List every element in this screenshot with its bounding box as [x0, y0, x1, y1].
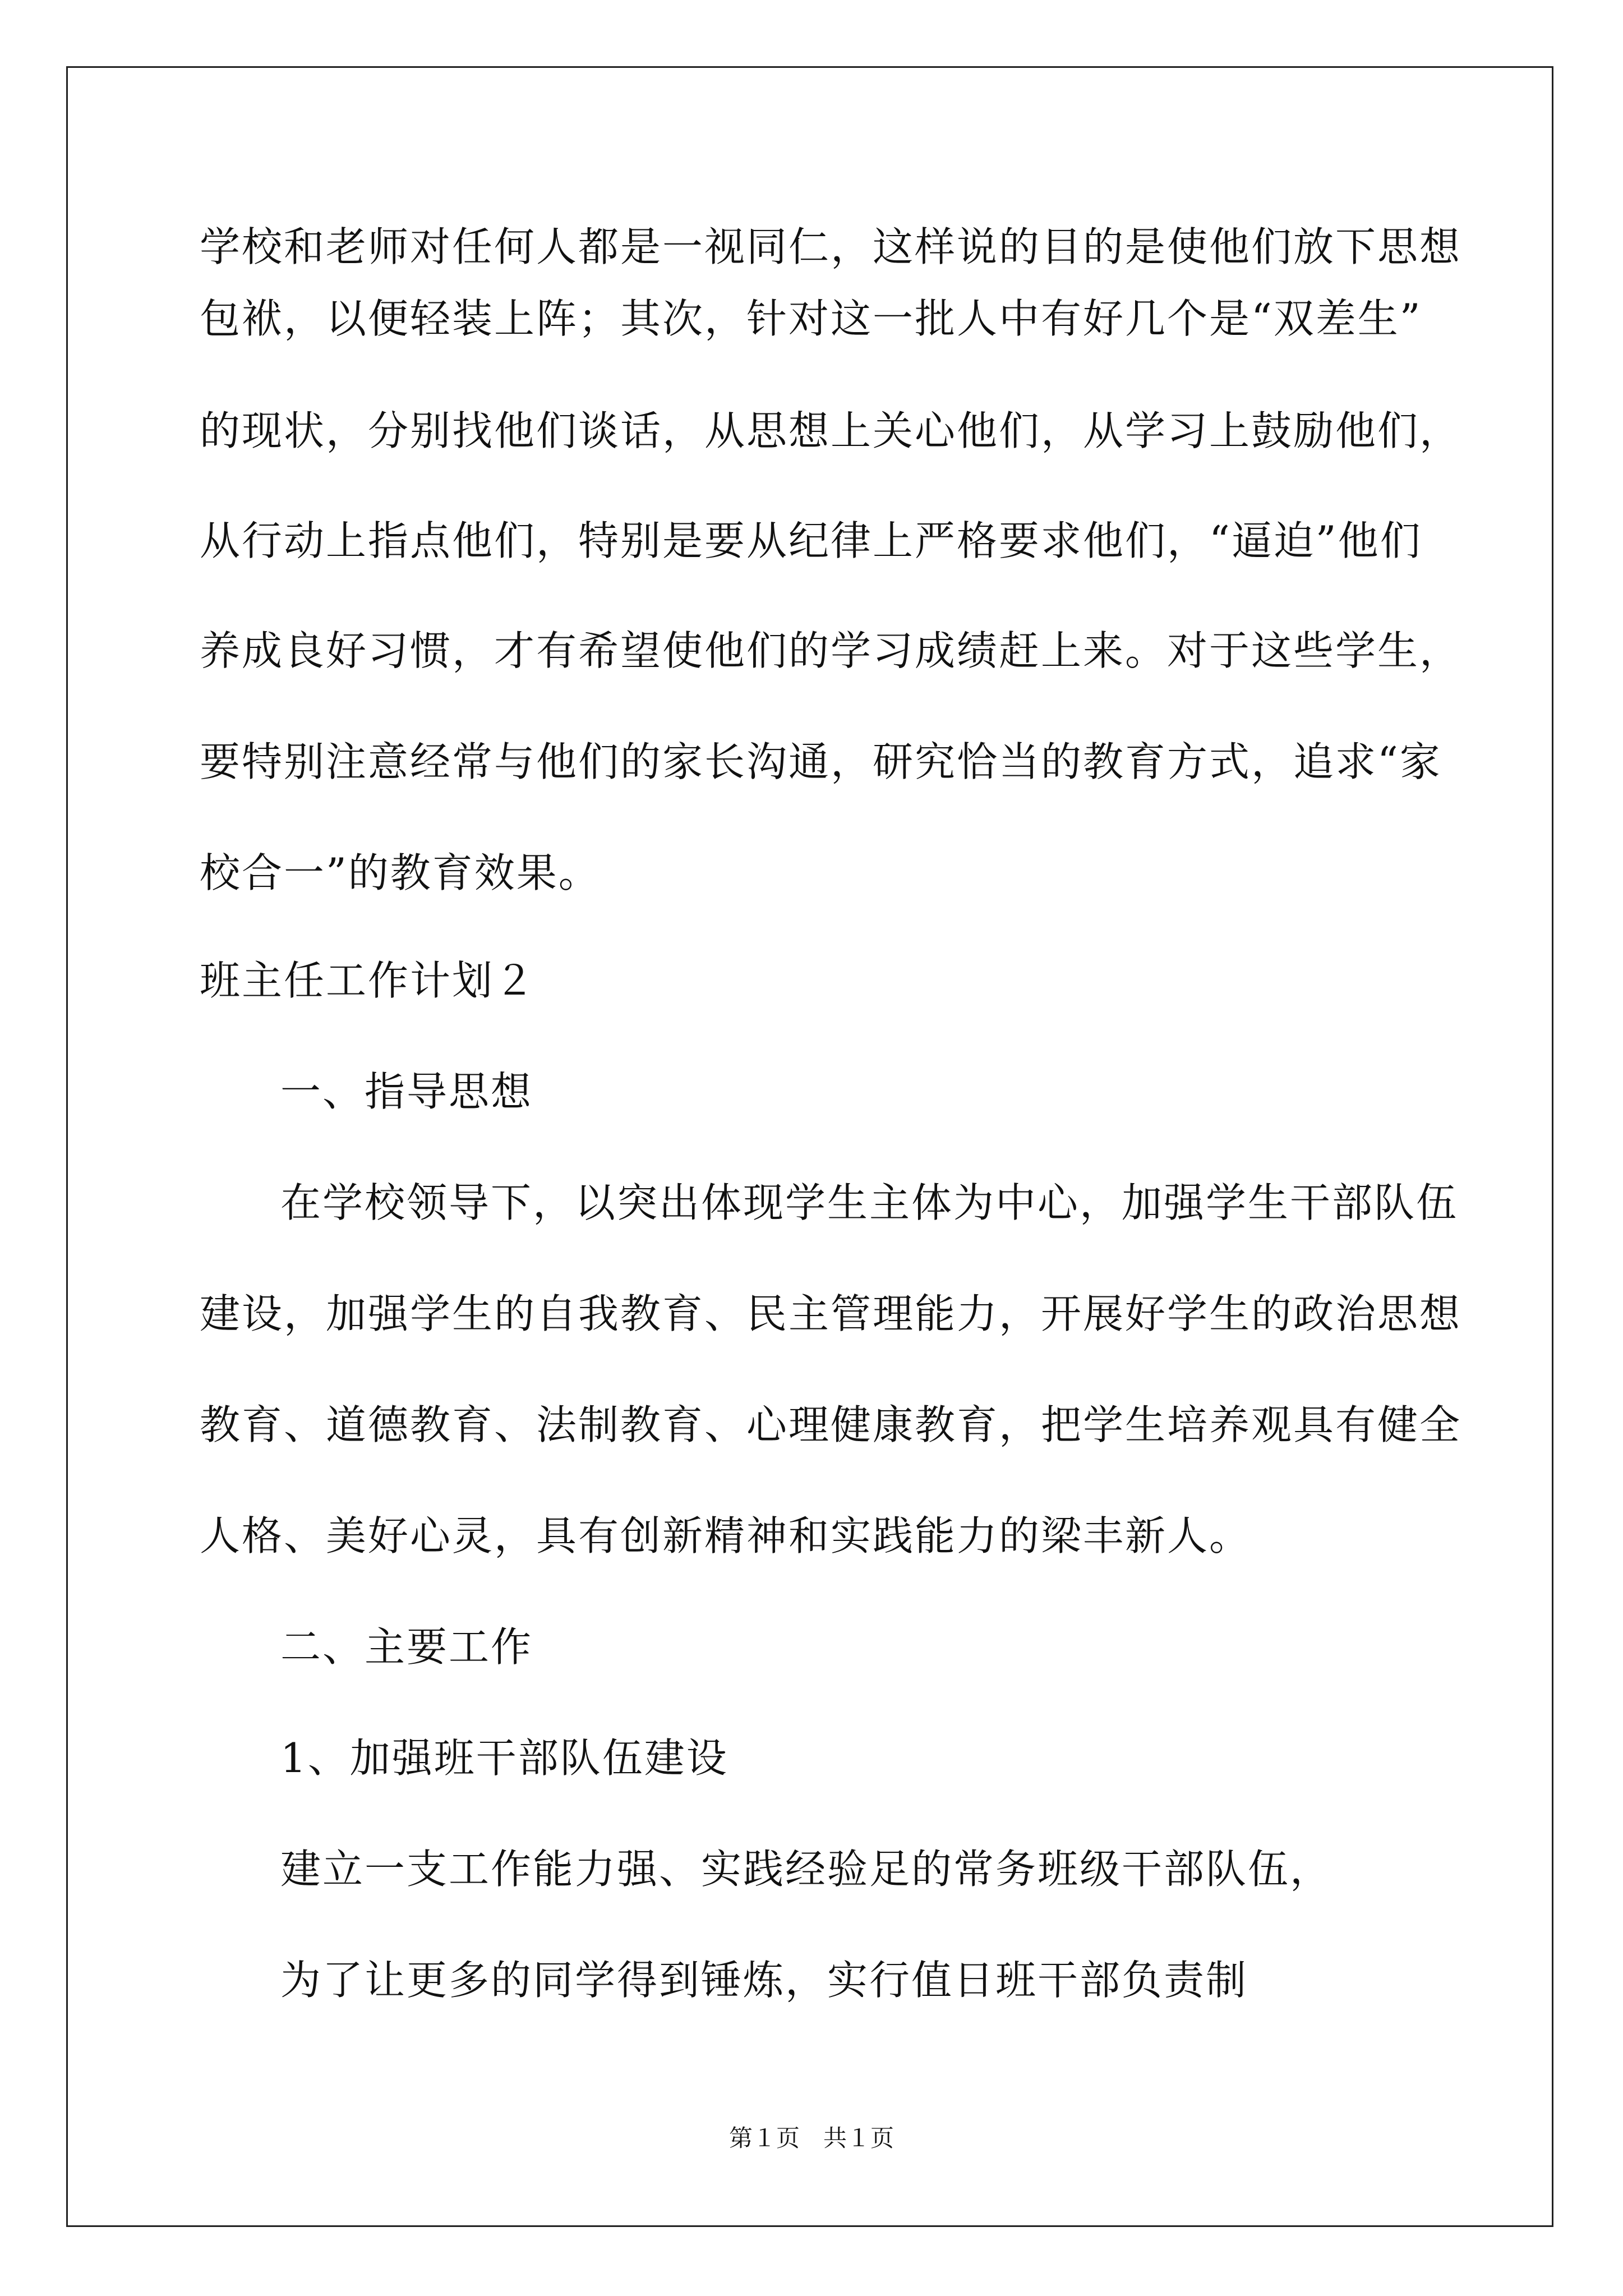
heading-main-work: 二、主要工作	[280, 1623, 533, 1671]
paragraph-line: 包袱，以便轻装上阵；其次，针对这一批人中有好几个是“双差生”	[200, 295, 1422, 342]
subheading-cadre-building: 1、加强班干部队伍建设	[280, 1734, 728, 1782]
paragraph-line: 要特别注意经常与他们的家长沟通，研究恰当的教育方式，追求“家	[200, 738, 1442, 785]
paragraph-line: 为了让更多的同学得到锤炼，实行值日班干部负责制	[280, 1957, 1248, 2004]
paragraph-line: 养成良好习惯，才有希望使他们的学习成绩赶上来。对于这些学生，	[200, 627, 1462, 674]
paragraph-line: 建立一支工作能力强、实践经验足的常务班级干部队伍，	[280, 1846, 1332, 1893]
paragraph-line: 从行动上指点他们，特别是要从纪律上严格要求他们，“逼迫”他们	[200, 517, 1422, 564]
paragraph-line: 校合一”的教育效果。	[200, 849, 601, 896]
section-title: 班主任工作计划２	[200, 957, 537, 1004]
paragraph-line: 学校和老师对任何人都是一视同仁，这样说的目的是使他们放下思想	[200, 223, 1462, 270]
paragraph-line: 的现状，分别找他们谈话，从思想上关心他们，从学习上鼓励他们，	[200, 407, 1462, 454]
heading-guiding-ideology: 一、指导思想	[280, 1068, 533, 1115]
paragraph-line: 在学校领导下，以突出体现学生主体为中心，加强学生干部队伍	[280, 1179, 1459, 1226]
page-border	[66, 66, 1553, 2227]
paragraph-line: 建设，加强学生的自我教育、民主管理能力，开展好学生的政治思想	[200, 1290, 1462, 1337]
page-footer: 第１页 共１页	[728, 2124, 894, 2152]
paragraph-line: 教育、道德教育、法制教育、心理健康教育，把学生培养观具有健全	[200, 1401, 1462, 1448]
paragraph-line: 人格、美好心灵，具有创新精神和实践能力的梁丰新人。	[200, 1512, 1252, 1559]
